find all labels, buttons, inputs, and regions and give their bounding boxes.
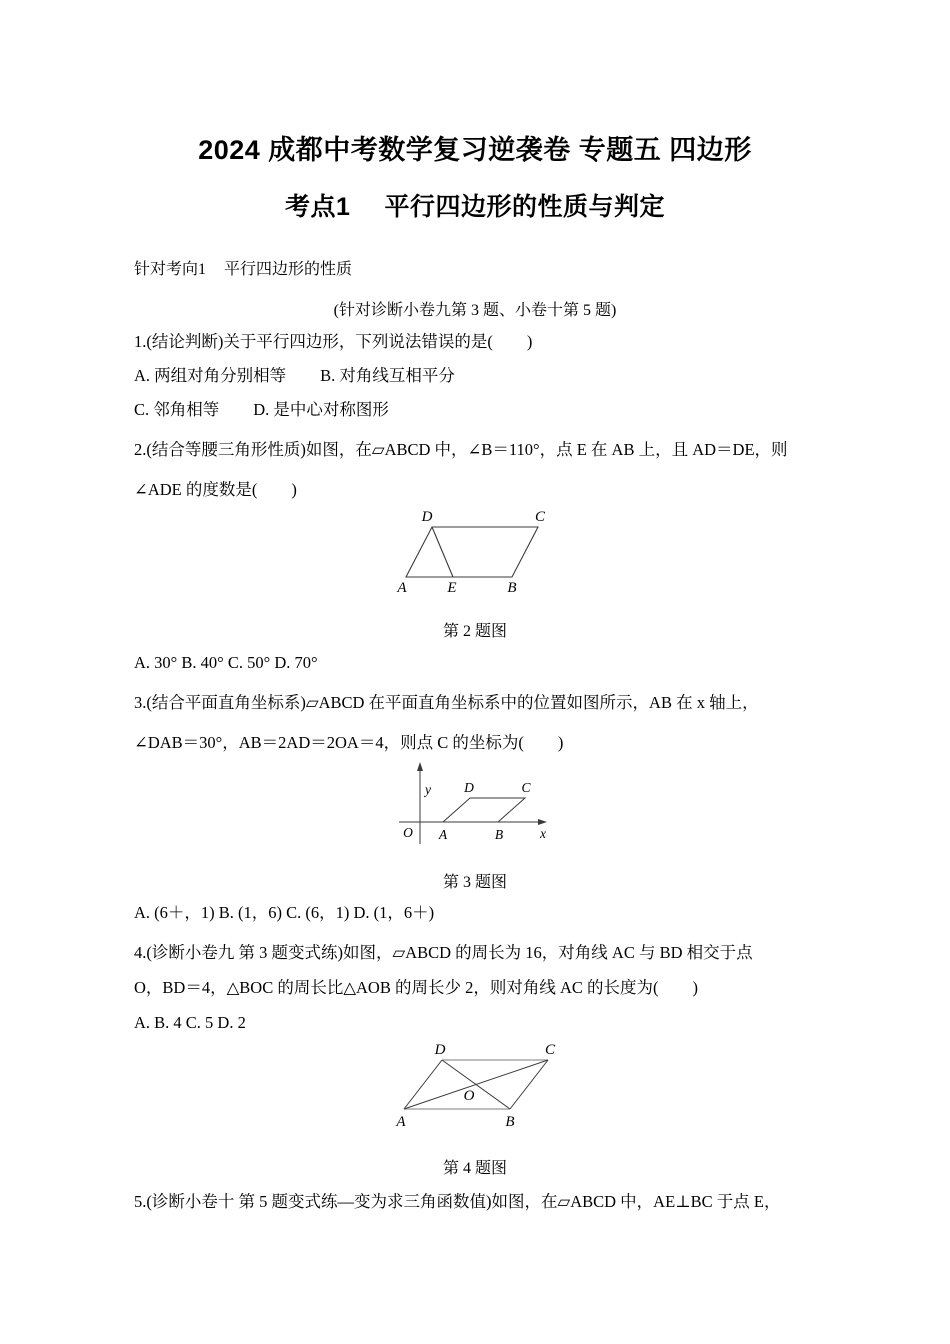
problem-1-choice-c[interactable]: C. 邻角相等 (134, 400, 220, 419)
figure-4-label-C: C (544, 1042, 556, 1058)
problem-4-choices[interactable]: A. B. 4 C. 5 D. 2 (134, 1013, 246, 1032)
figure-2-label-E: E (447, 580, 457, 595)
subsection-label: 针对考向1 (134, 261, 207, 278)
problem-3-text-2: ∠DAB＝30°，AB＝2AD＝2OA＝4，则点 C 的坐标为( (134, 733, 524, 752)
problem-3-line-2 (134, 733, 563, 753)
subsection-heading (134, 256, 352, 279)
figure-4-label-B: B (505, 1114, 515, 1130)
figure-4-label-O: O (463, 1088, 475, 1104)
problem-3-line-1 (134, 693, 759, 713)
figure-3-axis-x: x (540, 826, 546, 841)
section-title-label: 考点1 (285, 193, 351, 221)
figure-4-label-D: D (434, 1042, 446, 1058)
problem-3-number: 3. (134, 693, 147, 712)
problem-2-text-1: 如图，在▱ABCD 中，∠B＝110°，点 E 在 AB 上，且 AD＝DE，则 (305, 440, 788, 459)
figure-problem-3 (393, 758, 553, 848)
x-axis-arrow (538, 819, 547, 825)
figure-3-label-O: O (403, 825, 413, 840)
problem-1-choice-b[interactable]: B. 对角线互相平分 (320, 366, 455, 385)
problem-2-choices[interactable]: A. 30° B. 40° C. 50° D. 70° (134, 653, 318, 672)
problem-2-tag: (结合等腰三角形性质) (146, 440, 306, 459)
problem-1-text: 关于平行四边形，下列说法错误的是( (223, 332, 493, 351)
figure-problem-4 (392, 1038, 577, 1130)
figure-2-label-B: B (507, 580, 517, 595)
figure-3-label-C: C (521, 780, 531, 795)
figure-2-label-D: D (421, 509, 433, 525)
figure-3-axis-y: y (425, 782, 431, 797)
page-title: 2024 成都中考数学复习逆袭卷 专题五 四边形 (198, 135, 752, 165)
problem-4-text-1: 如图，▱ABCD 的周长为 16，对角线 AC 与 BD 相交于点 (343, 943, 753, 962)
problem-5-line-1 (134, 1192, 781, 1212)
problem-5-tag: (诊断小卷十 第 5 题变式练—变为求三角函数值) (146, 1192, 492, 1211)
problem-2-text-2: ∠ADE 的度数是( (134, 480, 258, 499)
problem-4-line-1 (134, 943, 753, 963)
problem-1-choice-a[interactable]: A. 两组对角分别相等 (134, 366, 287, 385)
figure-3-caption: 第 3 题图 (442, 874, 507, 891)
figure-3-label-D: D (464, 780, 474, 795)
problem-2-line-1 (134, 440, 788, 460)
problem-3-text-1: ▱ABCD 在平面直角坐标系中的位置如图所示，AB 在 x 轴上， (305, 693, 759, 712)
problem-3-paren-close: ) (557, 733, 564, 752)
problem-1-choices-row-1 (134, 366, 455, 386)
problem-1-number: 1. (134, 332, 147, 351)
problem-2-paren-close: ) (291, 480, 297, 499)
problem-1-stem (134, 332, 532, 352)
section-title-text: 平行四边形的性质与判定 (384, 193, 665, 221)
subsection-text: 平行四边形的性质 (224, 261, 353, 278)
figure-2-caption: 第 2 题图 (442, 623, 507, 640)
problem-1-tag: (结论判断) (146, 332, 224, 351)
problem-2-number: 2. (134, 440, 147, 459)
problem-3-choices[interactable]: A. (6＋，1) B. (1，6) C. (6，1) D. (1，6＋) (134, 903, 435, 922)
problem-2-line-2 (134, 480, 297, 500)
problem-4-paren-close: ) (692, 978, 699, 997)
source-note: (针对诊断小卷九第 3 题、小卷十第 5 题) (333, 302, 617, 319)
problem-3-tag: (结合平面直角坐标系) (146, 693, 306, 712)
section-title (0, 187, 950, 223)
figure-4-caption: 第 4 题图 (442, 1160, 507, 1177)
figure-2-label-A: A (397, 580, 407, 595)
problem-4-number: 4. (134, 943, 147, 962)
figure-4-label-A: A (396, 1114, 406, 1130)
problem-1-paren-close: ) (526, 332, 533, 351)
problem-4-tag: (诊断小卷九 第 3 题变式练) (146, 943, 343, 962)
figure-3-label-B: B (494, 827, 504, 842)
figure-2-label-C: C (534, 509, 546, 525)
problem-1-choices-row-2 (134, 400, 389, 420)
problem-5-number: 5. (134, 1192, 147, 1211)
problem-4-text-2: O，BD＝4，△BOC 的周长比△AOB 的周长少 2，则对角线 AC 的长度为( (134, 978, 659, 997)
figure-problem-2 (390, 505, 570, 595)
figure-3-label-A: A (438, 827, 448, 842)
problem-4-line-2 (134, 978, 698, 998)
y-axis-arrow (417, 762, 423, 771)
problem-1-choice-d[interactable]: D. 是中心对称图形 (253, 400, 389, 419)
problem-5-text-1: 如图，在▱ABCD 中，AE⊥BC 于点 E， (491, 1192, 781, 1211)
